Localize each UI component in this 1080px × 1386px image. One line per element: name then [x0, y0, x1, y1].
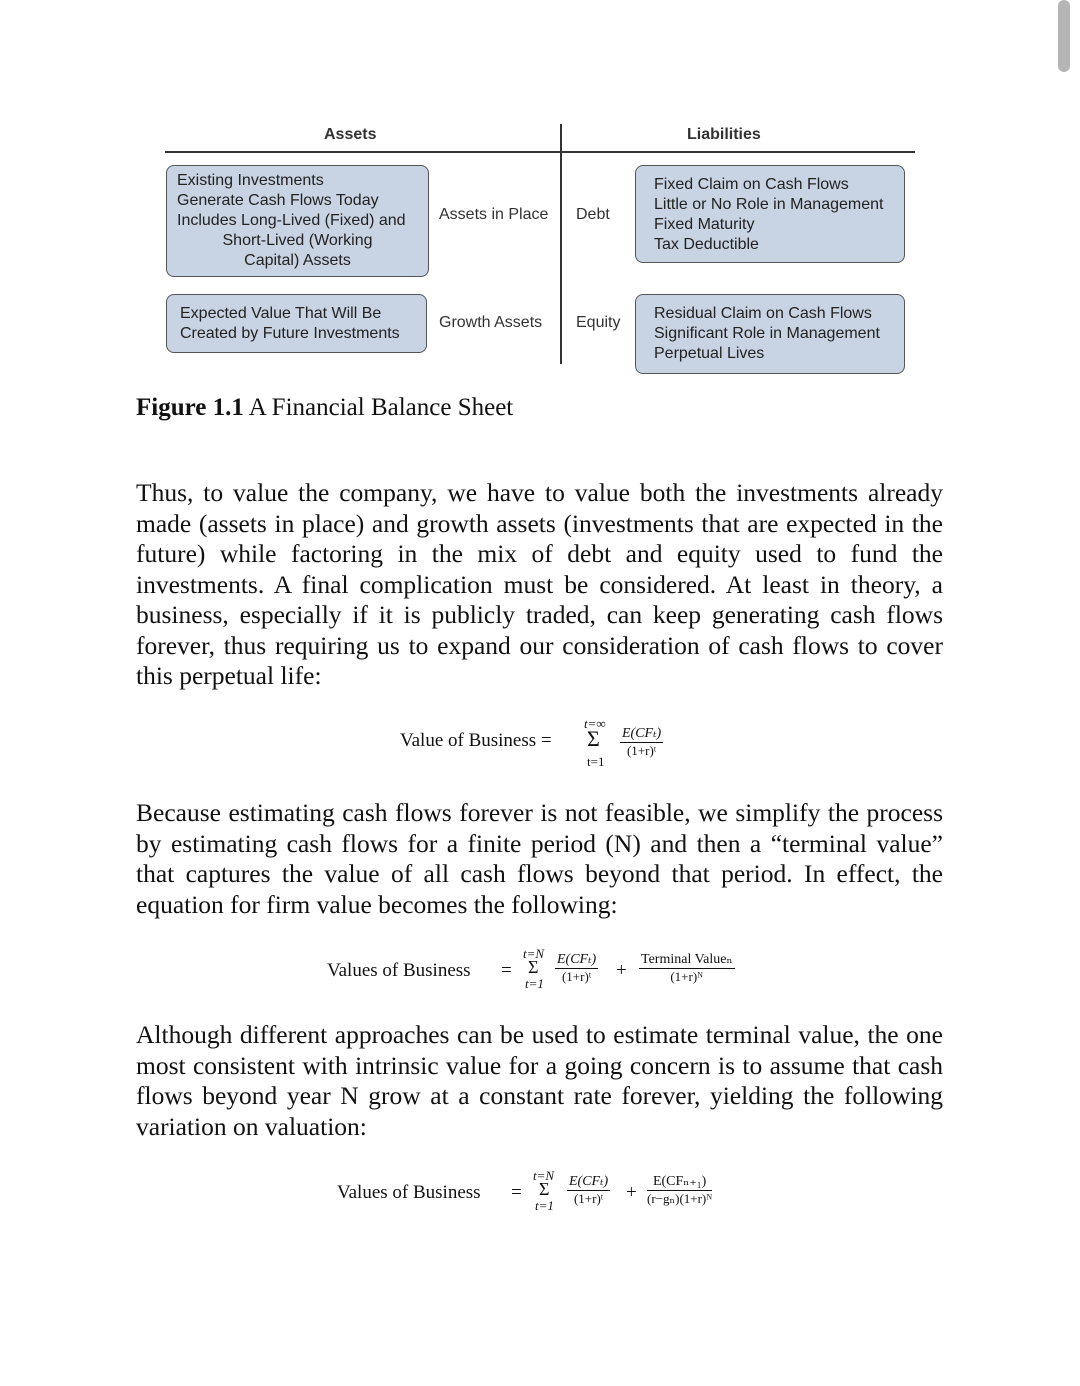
sum-lower-limit: t=1 [535, 1198, 554, 1213]
summation-sign: Σ [587, 726, 600, 751]
paragraph-2: Because estimating cash flows forever is not feasible, we simplify the process by estimating cash flows for a finite period (N) and then a “terminal value” that captures the value of all cash flows beyond that period. In effect, the equation for firm value becomes the following: [136, 798, 943, 919]
equation-label: Values of Business [327, 960, 471, 981]
fraction [567, 1174, 610, 1207]
debt-characteristics-box [635, 165, 905, 263]
equity-label: Equity [576, 314, 621, 331]
numerator: E(CFₜ) [622, 726, 662, 741]
equals-sign: = [511, 1182, 522, 1203]
box-line: Little or No Role in Management [654, 196, 884, 213]
financial-balance-sheet-figure [0, 0, 1080, 380]
box-line: Expected Value That Will Be [180, 305, 382, 322]
debt-label: Debt [576, 206, 610, 223]
future-investments-box [166, 294, 427, 353]
equation-values-of-business-growth [337, 1168, 757, 1220]
paragraph-1: Thus, to value the company, we have to value both the investments already made (assets in place) and growth assets (investments that are expected in the future) while factoring in the mix of debt and equity used to fund the investments. A final complication must be considered. At least in theory, a business, especially if it is publicly traded, can keep generating cash flows forever, thus requiring us to expand our consideration of cash flows to cover this perpetual life: [136, 478, 943, 690]
assets-header: Assets [324, 126, 377, 143]
numerator: E(CFₜ) [557, 952, 597, 967]
denominator: (1+r)ᵗ [573, 1191, 604, 1206]
paragraph-3: Although different approaches can be used to estimate terminal value, the one most consistent with intrinsic value for a going concern is to assume that cash flows beyond year N grow at a constant rate forever, yielding the following variation on valuation: [136, 1020, 943, 1141]
numerator: E(CFₜ) [569, 1174, 609, 1189]
equals-sign: = [501, 960, 512, 981]
caption-number: Figure 1.1 [136, 394, 244, 421]
box-line: Short-Lived (Working [222, 232, 373, 249]
summation-sign: Σ [539, 1179, 550, 1199]
assets-in-place-label: Assets in Place [439, 206, 549, 223]
figure-caption [136, 394, 513, 422]
header-divider [165, 151, 915, 153]
box-line: Includes Long-Lived (Fixed) and [177, 212, 406, 229]
plus-sign: + [616, 960, 627, 981]
box-line: Tax Deductible [654, 236, 759, 253]
fraction [620, 726, 663, 759]
equity-characteristics-box [635, 294, 905, 374]
box-line: Significant Role in Management [654, 325, 880, 342]
growth-assets-label: Growth Assets [439, 314, 543, 331]
box-line: Generate Cash Flows Today [177, 192, 379, 209]
sum-lower-limit: t=1 [587, 754, 605, 769]
summation-sign: Σ [528, 957, 539, 977]
box-line: Capital) Assets [244, 252, 351, 269]
box-line: Residual Claim on Cash Flows [654, 305, 872, 322]
existing-investments-box [166, 165, 429, 277]
equation-label: Values of Business [337, 1182, 481, 1203]
fraction [555, 952, 598, 985]
growth-terminal-fraction [647, 1174, 712, 1207]
box-line: Created by Future Investments [180, 325, 400, 342]
sum-lower-limit: t=1 [525, 976, 544, 991]
plus-sign: + [626, 1182, 637, 1203]
equation-value-of-business [400, 716, 700, 772]
sum-upper-limit: t=∞ [584, 716, 606, 731]
denominator: (1+r)ᴺ [670, 969, 704, 984]
box-line: Fixed Claim on Cash Flows [654, 176, 849, 193]
sum-upper-limit: t=N [523, 946, 545, 961]
liabilities-header: Liabilities [687, 126, 761, 143]
terminal-value-fraction [639, 952, 735, 985]
denominator: (r−gₙ)(1+r)ᴺ [647, 1191, 713, 1206]
equation-label: Value of Business = [400, 730, 552, 751]
box-line: Existing Investments [177, 172, 324, 189]
sum-upper-limit: t=N [533, 1168, 555, 1183]
equation-values-of-business-terminal [327, 946, 767, 998]
denominator: (1+r)ᵗ [561, 969, 592, 984]
box-line: Fixed Maturity [654, 216, 755, 233]
center-divider [560, 124, 562, 364]
caption-title: A Financial Balance Sheet [243, 394, 514, 421]
box-line: Perpetual Lives [654, 345, 765, 362]
numerator: Terminal Valueₙ [641, 952, 733, 967]
numerator: E(CFₙ₊₁) [647, 1174, 712, 1191]
denominator: (1+r)ᵗ [626, 743, 657, 758]
